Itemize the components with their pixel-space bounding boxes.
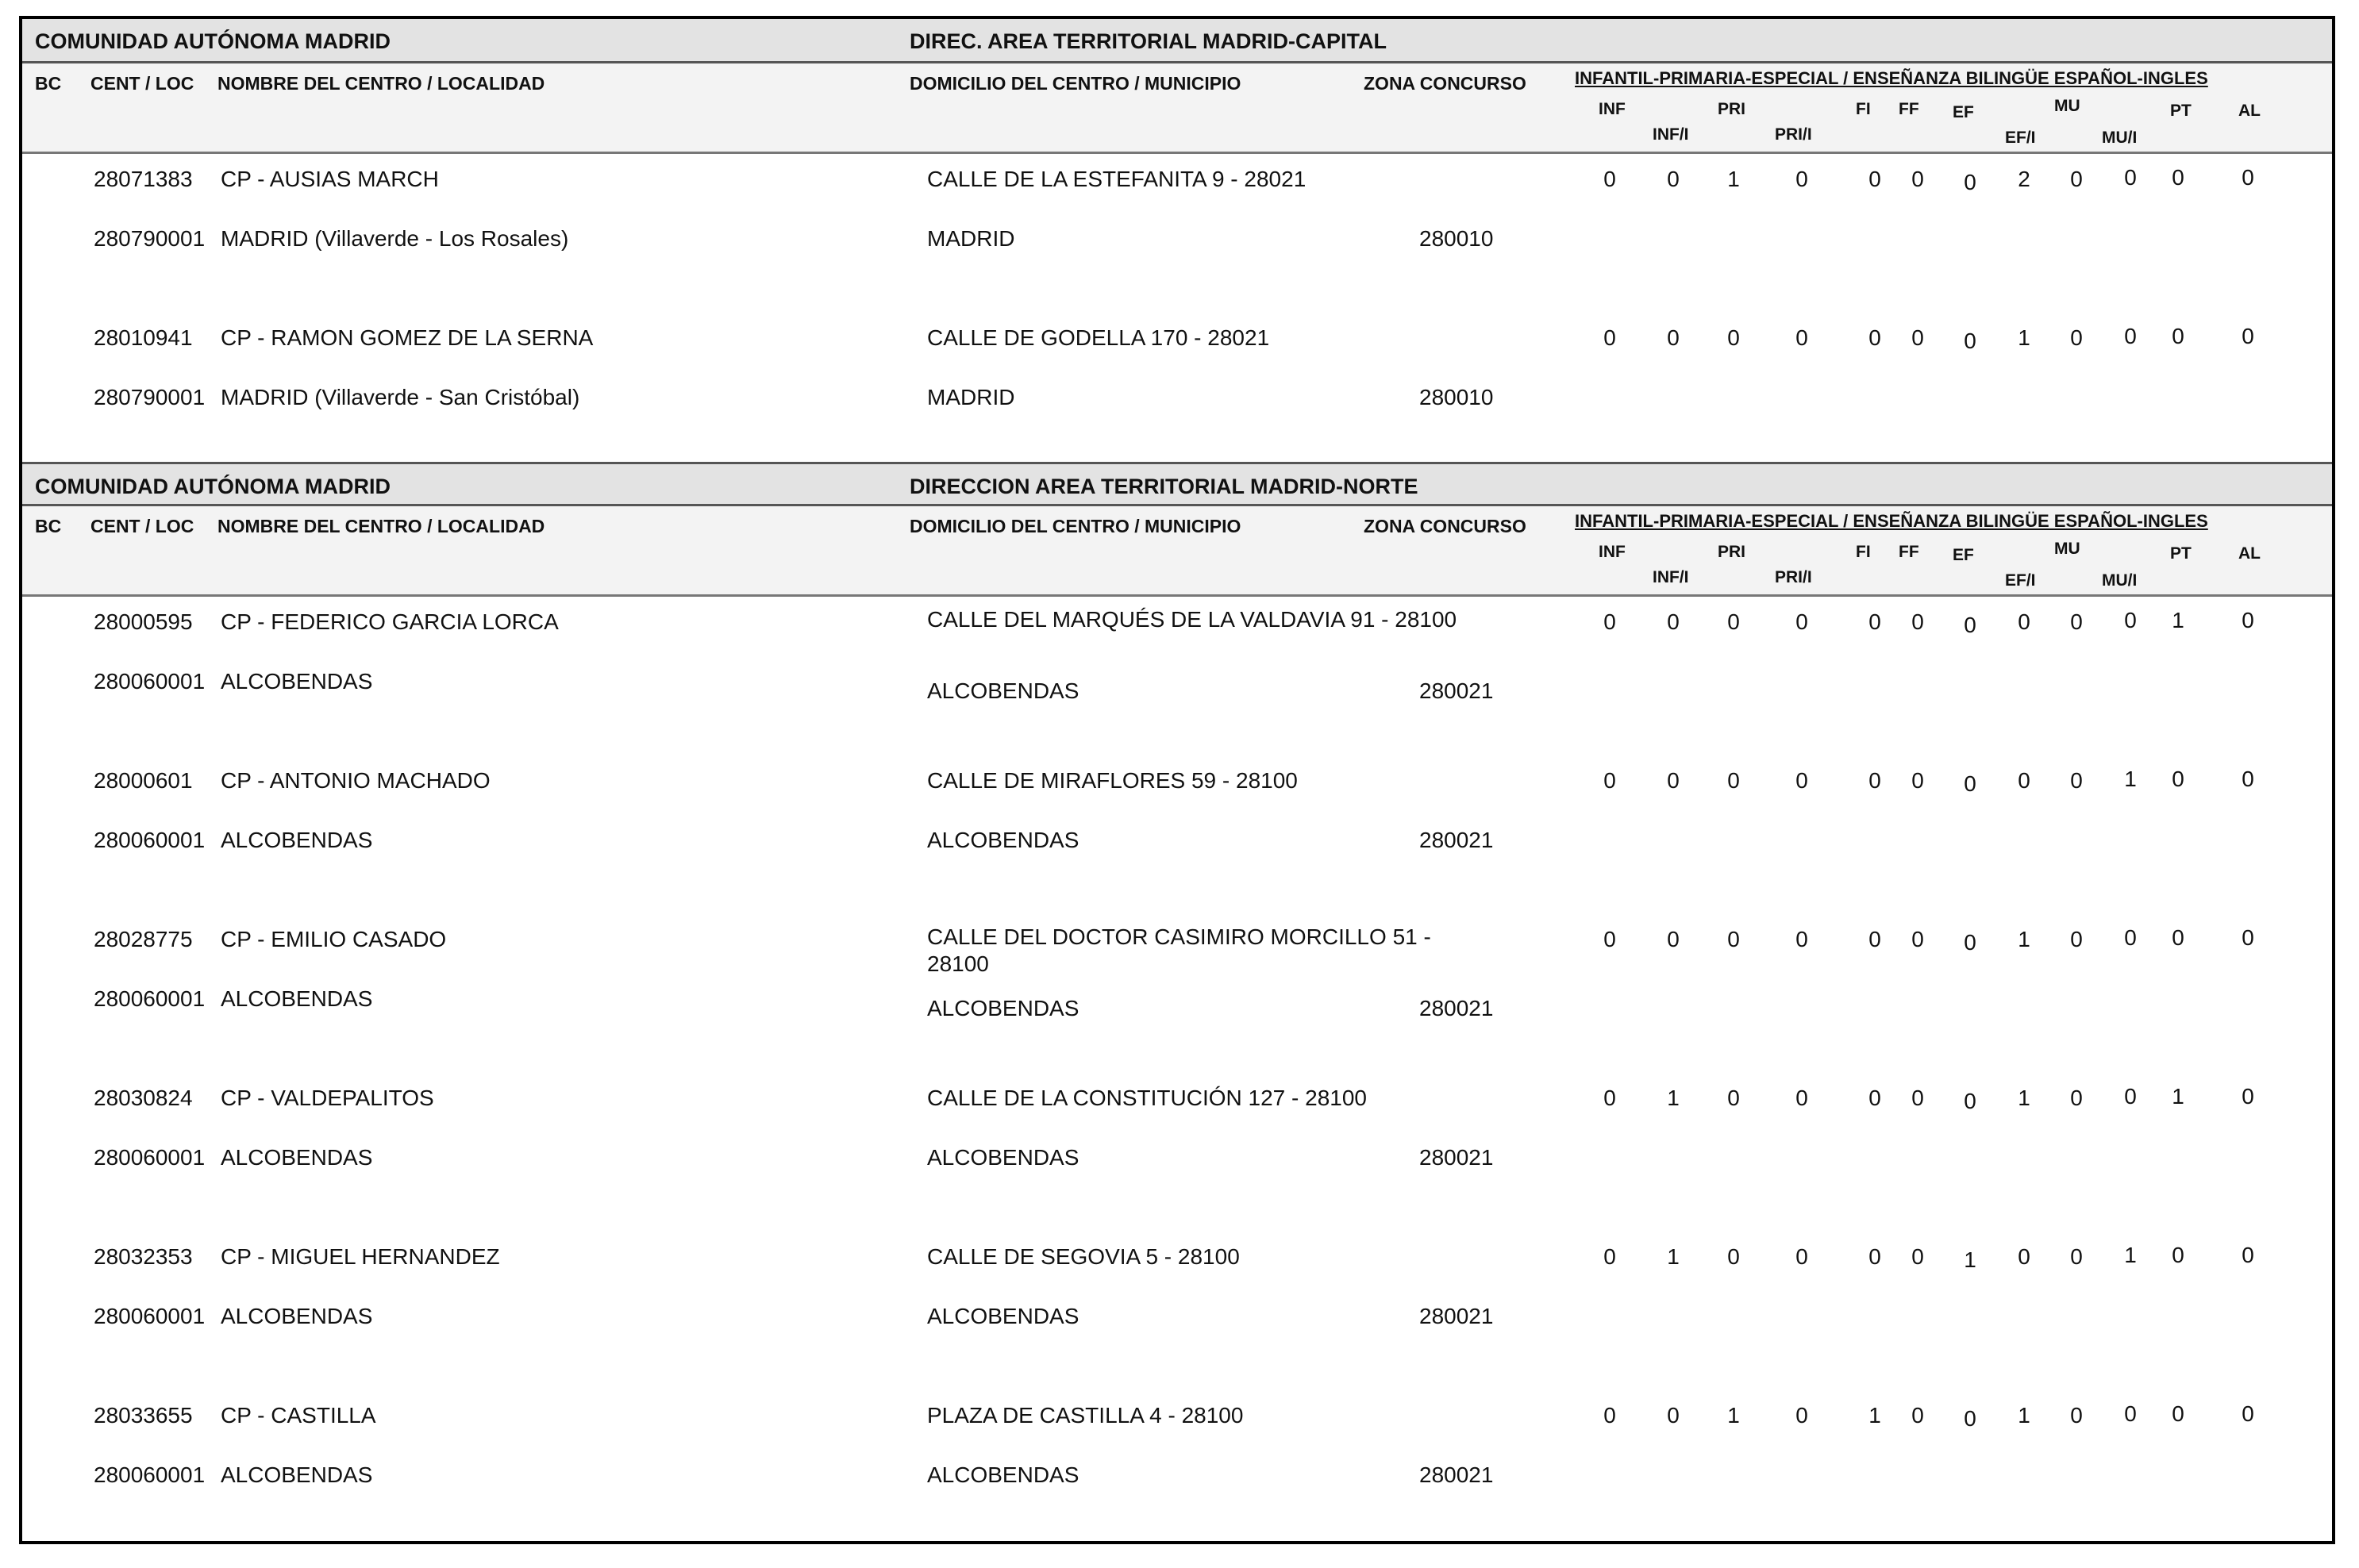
- vacancy-value-fi: 0: [1868, 325, 1881, 350]
- col-sub-4: FI: [1856, 100, 1871, 118]
- center-code: 28032353: [94, 1244, 193, 1269]
- vacancy-value-ef: 0: [1964, 1406, 1976, 1431]
- vacancy-value-pri-i: 0: [1795, 927, 1808, 951]
- vacancy-value-pri-i: 0: [1795, 609, 1808, 634]
- municipality: ALCOBENDAS: [927, 1462, 1079, 1487]
- center-record: [22, 154, 2332, 313]
- col-sub-11: AL: [2238, 544, 2261, 563]
- vacancy-value-inf: 0: [1603, 609, 1616, 634]
- vacancy-value-pri-i: 0: [1795, 325, 1808, 350]
- center-name: CP - MIGUEL HERNANDEZ: [221, 1244, 500, 1269]
- vacancy-value-pri-i: 0: [1795, 167, 1808, 191]
- zona-concurso: 280021: [1419, 996, 1494, 1020]
- col-cent-loc: CENT / LOC: [90, 73, 194, 94]
- vacancy-value-fi: 0: [1868, 927, 1881, 951]
- vacancy-value-ef-i: 1: [2018, 325, 2030, 350]
- vacancy-value-al: 0: [2242, 1243, 2254, 1267]
- locality-code: 280060001: [94, 1462, 206, 1487]
- locality-name: ALCOBENDAS: [221, 1304, 373, 1328]
- document-frame: [19, 16, 2335, 1544]
- vacancy-value-ef: 0: [1964, 930, 1976, 955]
- col-nombre: NOMBRE DEL CENTRO / LOCALIDAD: [217, 516, 545, 536]
- vacancy-value-al: 0: [2242, 767, 2254, 791]
- center-name: CP - ANTONIO MACHADO: [221, 768, 491, 793]
- column-header: [22, 63, 2332, 154]
- center-address: CALLE DE LA ESTEFANITA 9 - 28021: [927, 167, 1306, 191]
- col-sub-5: FF: [1899, 100, 1919, 118]
- col-sub-0: INF: [1599, 543, 1626, 561]
- col-sub-10: PT: [2170, 544, 2192, 563]
- vacancy-value-ef: 0: [1964, 771, 1976, 796]
- vacancy-value-al: 0: [2242, 608, 2254, 632]
- vacancy-value-ef: 0: [1964, 329, 1976, 353]
- vacancy-value-fi: 0: [1868, 1244, 1881, 1269]
- center-name: CP - AUSIAS MARCH: [221, 167, 439, 191]
- vacancy-value-pri: 0: [1727, 1086, 1740, 1110]
- col-sub-3: PRI/I: [1775, 125, 1812, 144]
- center-name: CP - RAMON GOMEZ DE LA SERNA: [221, 325, 594, 350]
- vacancy-value-mu-i: 0: [2124, 1401, 2137, 1426]
- vacancy-value-ef-i: 1: [2018, 1086, 2030, 1110]
- vacancy-value-mu-i: 0: [2124, 925, 2137, 950]
- vacancy-value-ef-i: 0: [2018, 1244, 2030, 1269]
- zona-concurso: 280010: [1419, 385, 1494, 409]
- vacancy-value-pri: 0: [1727, 609, 1740, 634]
- vacancy-value-ff: 0: [1911, 1244, 1924, 1269]
- locality-name: ALCOBENDAS: [221, 1462, 373, 1487]
- locality-code: 280060001: [94, 1145, 206, 1170]
- center-code: 28071383: [94, 167, 193, 191]
- col-bc: BC: [35, 73, 62, 94]
- municipality: ALCOBENDAS: [927, 1304, 1079, 1328]
- col-bilingue: INFANTIL-PRIMARIA-ESPECIAL / ENSEÑANZA BILINGÜE ESPAÑOL-INGLES: [1575, 68, 2208, 88]
- vacancy-value-inf-i: 0: [1667, 768, 1680, 793]
- center-name: CP - CASTILLA: [221, 1403, 376, 1428]
- zona-concurso: 280021: [1419, 1145, 1494, 1170]
- vacancy-value-ef: 0: [1964, 1089, 1976, 1113]
- zona-concurso: 280021: [1419, 678, 1494, 703]
- center-code: 28000595: [94, 609, 193, 634]
- vacancy-value-inf-i: 1: [1667, 1244, 1680, 1269]
- municipality: ALCOBENDAS: [927, 1145, 1079, 1170]
- vacancy-value-pri-i: 0: [1795, 768, 1808, 793]
- vacancy-value-pri-i: 0: [1795, 1403, 1808, 1428]
- vacancy-value-mu: 0: [2070, 1086, 2083, 1110]
- locality-name: ALCOBENDAS: [221, 828, 373, 852]
- locality-name: MADRID (Villaverde - Los Rosales): [221, 226, 569, 251]
- zona-concurso: 280021: [1419, 1304, 1494, 1328]
- center-record: [22, 597, 2332, 755]
- center-name: CP - EMILIO CASADO: [221, 927, 447, 951]
- zona-concurso: 280021: [1419, 1462, 1494, 1487]
- center-record: [22, 755, 2332, 914]
- locality-code: 280060001: [94, 669, 206, 694]
- col-sub-9: MU/I: [2102, 129, 2138, 147]
- col-cent-loc: CENT / LOC: [90, 516, 194, 536]
- center-address: CALLE DE SEGOVIA 5 - 28100: [927, 1244, 1240, 1269]
- vacancy-value-mu: 0: [2070, 325, 2083, 350]
- vacancy-value-al: 0: [2242, 324, 2254, 348]
- vacancy-value-mu: 0: [2070, 768, 2083, 793]
- col-sub-6: EF: [1953, 546, 1974, 564]
- vacancy-value-inf: 0: [1603, 325, 1616, 350]
- col-sub-9: MU/I: [2102, 571, 2138, 590]
- col-domicilio: DOMICILIO DEL CENTRO / MUNICIPIO: [910, 516, 1241, 536]
- direction-title: DIRECCION AREA TERRITORIAL MADRID-NORTE: [910, 475, 1418, 498]
- vacancy-value-pri: 0: [1727, 927, 1740, 951]
- center-name: CP - FEDERICO GARCIA LORCA: [221, 609, 559, 634]
- vacancy-value-inf: 0: [1603, 1403, 1616, 1428]
- col-zona: ZONA CONCURSO: [1364, 73, 1526, 94]
- vacancy-value-pt: 0: [2172, 165, 2184, 190]
- center-address: CALLE DE LA CONSTITUCIÓN 127 - 28100: [927, 1086, 1367, 1110]
- vacancy-value-ff: 0: [1911, 768, 1924, 793]
- center-address: CALLE DEL DOCTOR CASIMIRO MORCILLO 51 - 28100: [927, 924, 1431, 976]
- vacancy-value-al: 0: [2242, 1401, 2254, 1426]
- direction-title: DIREC. AREA TERRITORIAL MADRID-CAPITAL: [910, 29, 1387, 53]
- zona-concurso: 280010: [1419, 226, 1494, 251]
- col-sub-2: PRI: [1718, 543, 1746, 561]
- center-code: 28028775: [94, 927, 193, 951]
- locality-code: 280060001: [94, 1304, 206, 1328]
- vacancy-value-pri-i: 0: [1795, 1086, 1808, 1110]
- center-code: 28033655: [94, 1403, 193, 1428]
- col-sub-11: AL: [2238, 102, 2261, 120]
- vacancy-value-ef-i: 1: [2018, 1403, 2030, 1428]
- vacancy-value-inf-i: 0: [1667, 1403, 1680, 1428]
- locality-code: 280790001: [94, 385, 206, 409]
- municipality: MADRID: [927, 226, 1015, 251]
- vacancy-value-ef-i: 0: [2018, 609, 2030, 634]
- vacancy-value-inf-i: 1: [1667, 1086, 1680, 1110]
- region-title: COMUNIDAD AUTÓNOMA MADRID: [35, 475, 391, 498]
- vacancy-value-pri: 0: [1727, 1244, 1740, 1269]
- vacancy-value-al: 0: [2242, 165, 2254, 190]
- vacancy-value-mu: 0: [2070, 927, 2083, 951]
- vacancy-value-ef: 0: [1964, 170, 1976, 194]
- col-sub-1: INF/I: [1653, 568, 1689, 586]
- locality-name: ALCOBENDAS: [221, 1145, 373, 1170]
- vacancy-value-inf: 0: [1603, 167, 1616, 191]
- col-sub-5: FF: [1899, 543, 1919, 561]
- col-nombre: NOMBRE DEL CENTRO / LOCALIDAD: [217, 73, 545, 94]
- vacancy-value-mu: 0: [2070, 1403, 2083, 1428]
- vacancy-value-mu-i: 1: [2124, 1243, 2137, 1267]
- vacancy-value-mu-i: 0: [2124, 165, 2137, 190]
- center-record: [22, 1390, 2332, 1549]
- vacancy-value-ff: 0: [1911, 167, 1924, 191]
- col-sub-0: INF: [1599, 100, 1626, 118]
- vacancy-value-fi: 0: [1868, 768, 1881, 793]
- vacancy-value-al: 0: [2242, 1084, 2254, 1109]
- col-sub-6: EF: [1953, 103, 1974, 121]
- vacancy-value-ff: 0: [1911, 609, 1924, 634]
- vacancy-value-inf-i: 0: [1667, 927, 1680, 951]
- vacancy-value-fi: 0: [1868, 1086, 1881, 1110]
- section-header: [22, 462, 2332, 506]
- center-record: [22, 1232, 2332, 1390]
- center-address: CALLE DE GODELLA 170 - 28021: [927, 325, 1270, 350]
- col-bilingue: INFANTIL-PRIMARIA-ESPECIAL / ENSEÑANZA BILINGÜE ESPAÑOL-INGLES: [1575, 511, 2208, 531]
- vacancy-value-ef-i: 2: [2018, 167, 2030, 191]
- center-address: CALLE DE MIRAFLORES 59 - 28100: [927, 768, 1298, 793]
- locality-name: MADRID (Villaverde - San Cristóbal): [221, 385, 580, 409]
- vacancy-value-pri: 0: [1727, 768, 1740, 793]
- col-domicilio: DOMICILIO DEL CENTRO / MUNICIPIO: [910, 73, 1241, 94]
- vacancy-value-inf-i: 0: [1667, 609, 1680, 634]
- vacancy-value-pt: 0: [2172, 1243, 2184, 1267]
- vacancy-value-pt: 0: [2172, 767, 2184, 791]
- region-title: COMUNIDAD AUTÓNOMA MADRID: [35, 29, 391, 53]
- col-zona: ZONA CONCURSO: [1364, 516, 1526, 536]
- col-bc: BC: [35, 516, 62, 536]
- vacancy-value-pt: 1: [2172, 1084, 2184, 1109]
- col-sub-4: FI: [1856, 543, 1871, 561]
- vacancy-value-ff: 0: [1911, 1403, 1924, 1428]
- vacancy-value-pri: 1: [1727, 1403, 1740, 1428]
- locality-name: ALCOBENDAS: [221, 986, 373, 1011]
- vacancy-value-ef-i: 1: [2018, 927, 2030, 951]
- col-sub-8: MU: [2054, 97, 2080, 115]
- vacancy-value-pt: 0: [2172, 1401, 2184, 1426]
- vacancy-value-inf: 0: [1603, 1244, 1616, 1269]
- center-code: 28000601: [94, 768, 193, 793]
- zona-concurso: 280021: [1419, 828, 1494, 852]
- vacancy-value-pri-i: 0: [1795, 1244, 1808, 1269]
- center-code: 28010941: [94, 325, 193, 350]
- vacancy-value-ef: 0: [1964, 613, 1976, 637]
- vacancy-value-mu: 0: [2070, 609, 2083, 634]
- vacancy-value-ef-i: 0: [2018, 768, 2030, 793]
- vacancy-value-mu-i: 0: [2124, 324, 2137, 348]
- vacancy-value-mu-i: 1: [2124, 767, 2137, 791]
- vacancy-value-al: 0: [2242, 925, 2254, 950]
- center-record: [22, 1073, 2332, 1232]
- center-record: [22, 914, 2332, 1073]
- col-sub-2: PRI: [1718, 100, 1746, 118]
- vacancy-value-inf: 0: [1603, 1086, 1616, 1110]
- vacancy-value-ff: 0: [1911, 325, 1924, 350]
- locality-name: ALCOBENDAS: [221, 669, 373, 694]
- vacancy-value-inf-i: 0: [1667, 325, 1680, 350]
- center-address: PLAZA DE CASTILLA 4 - 28100: [927, 1403, 1244, 1428]
- vacancy-value-fi: 1: [1868, 1403, 1881, 1428]
- col-sub-1: INF/I: [1653, 125, 1689, 144]
- vacancy-value-mu-i: 0: [2124, 1084, 2137, 1109]
- locality-code: 280790001: [94, 226, 206, 251]
- locality-code: 280060001: [94, 828, 206, 852]
- center-address: CALLE DEL MARQUÉS DE LA VALDAVIA 91 - 28100: [927, 607, 1457, 632]
- col-sub-7: EF/I: [2005, 129, 2036, 147]
- col-sub-7: EF/I: [2005, 571, 2036, 590]
- vacancy-value-ff: 0: [1911, 1086, 1924, 1110]
- col-sub-10: PT: [2170, 102, 2192, 120]
- vacancy-value-ef: 1: [1964, 1247, 1976, 1272]
- vacancy-value-inf: 0: [1603, 927, 1616, 951]
- col-sub-3: PRI/I: [1775, 568, 1812, 586]
- vacancy-value-pt: 0: [2172, 324, 2184, 348]
- municipality: ALCOBENDAS: [927, 678, 1079, 703]
- vacancy-value-fi: 0: [1868, 167, 1881, 191]
- vacancy-value-pt: 1: [2172, 608, 2184, 632]
- vacancy-value-fi: 0: [1868, 609, 1881, 634]
- vacancy-value-pri: 1: [1727, 167, 1740, 191]
- vacancy-value-inf-i: 0: [1667, 167, 1680, 191]
- vacancy-value-mu: 0: [2070, 1244, 2083, 1269]
- municipality: MADRID: [927, 385, 1015, 409]
- vacancy-value-pt: 0: [2172, 925, 2184, 950]
- center-name: CP - VALDEPALITOS: [221, 1086, 434, 1110]
- vacancy-value-mu-i: 0: [2124, 608, 2137, 632]
- vacancy-value-pri: 0: [1727, 325, 1740, 350]
- vacancy-value-inf: 0: [1603, 768, 1616, 793]
- municipality: ALCOBENDAS: [927, 996, 1079, 1020]
- locality-code: 280060001: [94, 986, 206, 1011]
- center-code: 28030824: [94, 1086, 193, 1110]
- col-sub-8: MU: [2054, 540, 2080, 558]
- column-header: [22, 506, 2332, 597]
- center-record: [22, 313, 2332, 471]
- vacancy-value-ff: 0: [1911, 927, 1924, 951]
- vacancy-value-mu: 0: [2070, 167, 2083, 191]
- section-header: [22, 19, 2332, 63]
- municipality: ALCOBENDAS: [927, 828, 1079, 852]
